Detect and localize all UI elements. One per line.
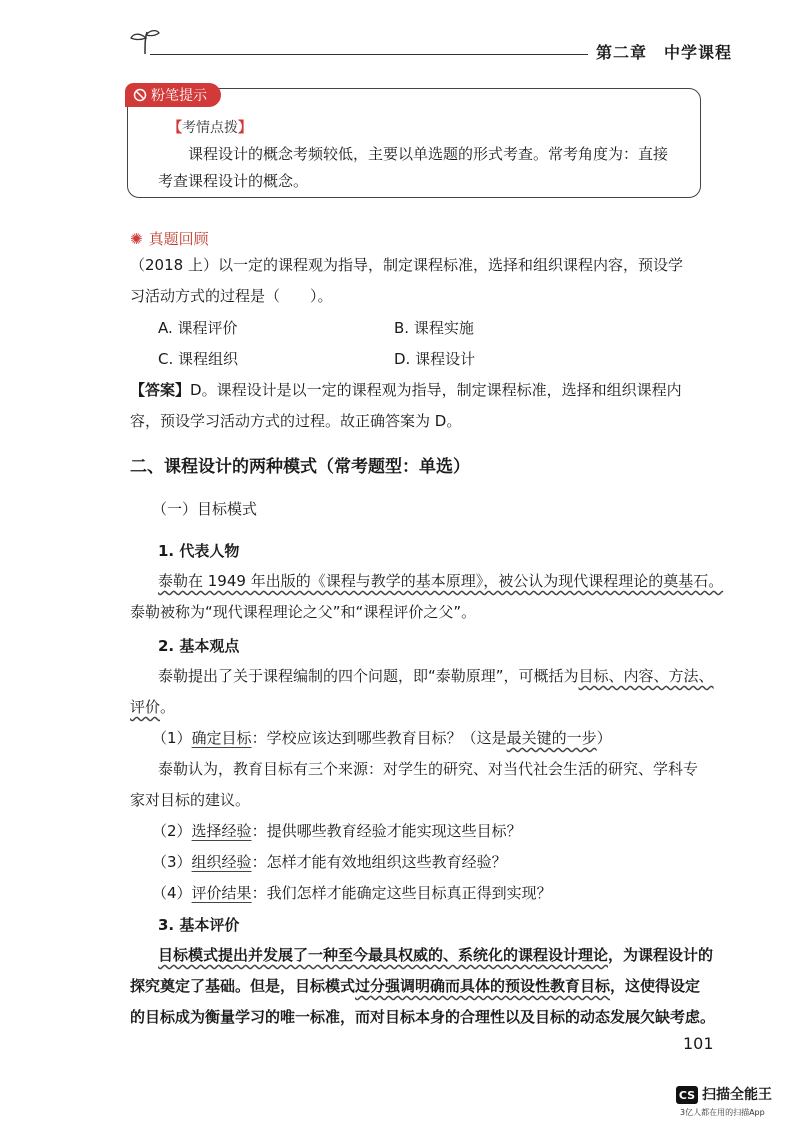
section-title: 二、课程设计的两种模式（常考题型：单选） bbox=[130, 457, 470, 477]
camscanner-logo-icon: CS bbox=[676, 1086, 698, 1104]
answer-line-1: 【答案】D。课程设计是以一定的课程观为指导，制定课程标准，选择和组织课程内 bbox=[130, 381, 682, 399]
point-1: （1）确定目标：学校应该达到哪些教育目标？（这是最关键的一步） bbox=[152, 729, 612, 747]
eval-line-2: 探究奠定了基础。但是，目标模式过分强调明确而具体的预设性教育目标，这使得设定 bbox=[130, 977, 701, 995]
item1-title: 1. 代表人物 bbox=[158, 542, 240, 560]
item3-title: 3. 基本评价 bbox=[158, 916, 240, 934]
point-2: （2）选择经验：提供哪些教育经验才能实现这些目标？ bbox=[152, 822, 522, 840]
item2-title: 2. 基本观点 bbox=[158, 637, 240, 655]
item2-line-1: 泰勒提出了关于课程编制的四个问题，即“泰勒原理”，可概括为目标、内容、方法、 bbox=[158, 667, 714, 685]
point-1-detail-1: 泰勒认为，教育目标有三个来源：对学生的研究、对当代社会生活的研究、学科专 bbox=[158, 760, 699, 778]
point-3: （3）组织经验：怎样才能有效地组织这些教育经验？ bbox=[152, 853, 507, 871]
tip-box bbox=[127, 88, 701, 198]
tip-text: 课程设计的概念考频较低，主要以单选题的形式考查。常考角度为：直接考查课程设计的概念。 bbox=[158, 145, 669, 190]
item1-line-2: 泰勒被称为“现代课程理论之父”和“课程评价之父”。 bbox=[130, 603, 477, 621]
tip-tab bbox=[125, 83, 221, 107]
point-1-detail-2: 家对目标的建议。 bbox=[130, 791, 251, 809]
page-number: 101 bbox=[683, 1034, 714, 1053]
chapter-title: 第二章 中学课程 bbox=[596, 43, 733, 62]
answer-label: 【答案】 bbox=[130, 381, 191, 399]
point-4: （4）评价结果：我们怎样才能确定这些目标真正得到实现？ bbox=[152, 884, 552, 902]
header-rule bbox=[150, 54, 588, 55]
sprout-icon bbox=[125, 26, 165, 56]
tip-label: 粉笔提示 bbox=[151, 88, 207, 104]
eval-line-3: 的目标成为衡量学习的唯一标准，而对目标本身的合理性以及目标的动态发展欠缺考虑。 bbox=[130, 1008, 716, 1026]
option-d: D. 课程设计 bbox=[394, 350, 476, 368]
scanner-watermark-slogan: 3亿人都在用的扫描App bbox=[680, 1108, 765, 1117]
scanner-watermark-name: 扫描全能王 bbox=[702, 1087, 772, 1103]
subsection-title: （一）目标模式 bbox=[152, 500, 258, 518]
option-b: B. 课程实施 bbox=[394, 319, 474, 337]
no-sign-icon bbox=[133, 88, 147, 102]
question-line-2: 习活动方式的过程是（ ）。 bbox=[130, 287, 333, 305]
option-c: C. 课程组织 bbox=[158, 350, 239, 368]
item1-line-1: 泰勒在 1949 年出版的《课程与教学的基本原理》，被公认为现代课程理论的奠基石。 bbox=[158, 572, 724, 590]
tip-subheading: 【考情点拨】 bbox=[168, 120, 252, 136]
question-line-1: （2018 上）以一定的课程观为指导，制定课程标准，选择和组织课程内容，预设学 bbox=[130, 256, 683, 274]
answer-line-2: 容，预设学习活动方式的过程。故正确答案为 D。 bbox=[130, 412, 462, 430]
gear-icon: ✺ bbox=[130, 229, 143, 248]
eval-line-1: 目标模式提出并发展了一种至今最具权威的、系统化的课程设计理论，为课程设计的 bbox=[158, 946, 714, 964]
option-a: A. 课程评价 bbox=[158, 319, 238, 337]
item2-line-2: 评价。 bbox=[130, 698, 176, 716]
review-heading: ✺ 真题回顾 bbox=[130, 229, 209, 248]
